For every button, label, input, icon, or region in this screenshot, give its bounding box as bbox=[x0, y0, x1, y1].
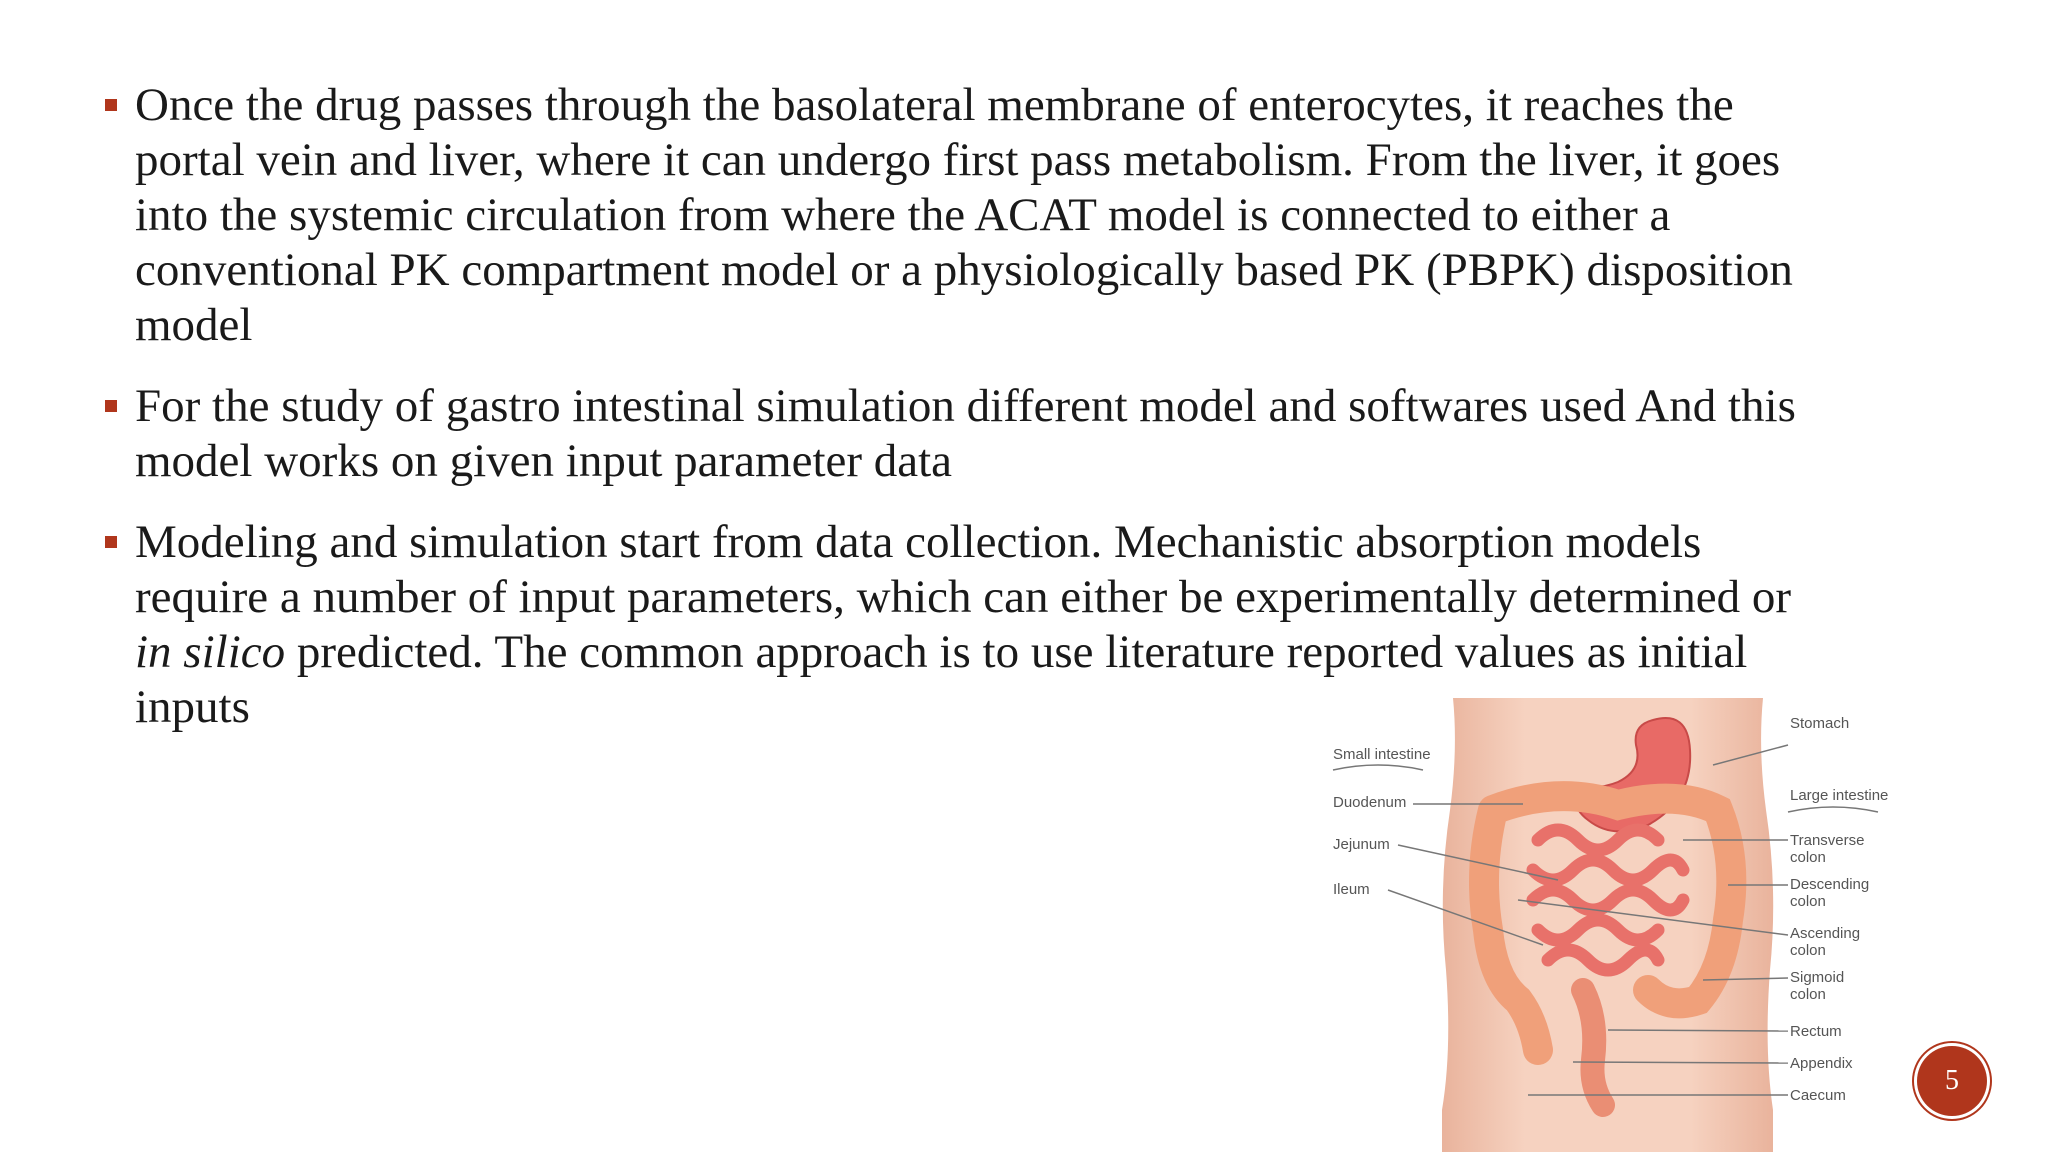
label-large-intestine: Large intestine bbox=[1790, 787, 1889, 804]
label-rectum: Rectum bbox=[1790, 1023, 1842, 1040]
bullet-text: For the study of gastro intestinal simulation different model and softwares used And this model works on given input parameter data bbox=[135, 380, 1796, 487]
rectum-shape bbox=[1583, 990, 1603, 1105]
label-stomach: Stomach bbox=[1790, 715, 1850, 732]
label-ileum: Ileum bbox=[1333, 881, 1370, 898]
bullet-list bbox=[105, 78, 1825, 761]
square-bullet-icon bbox=[105, 400, 117, 412]
label-caecum: Caecum bbox=[1790, 1087, 1846, 1104]
label-descending-colon: Descending colon bbox=[1790, 876, 1870, 910]
leader-line bbox=[1608, 1030, 1788, 1031]
leader-line bbox=[1573, 1062, 1788, 1063]
label-brace bbox=[1788, 807, 1878, 812]
italic-term: in silico bbox=[135, 626, 286, 678]
label-sigmoid-colon: Sigmoid colon bbox=[1790, 969, 1845, 1003]
page-number-badge: 5 bbox=[1917, 1046, 1987, 1116]
bullet-item bbox=[105, 78, 1825, 353]
bullet-item bbox=[105, 379, 1825, 489]
label-jejunum: Jejunum bbox=[1333, 836, 1390, 853]
bullet-text-part: Modeling and simulation start from data collection. Mechanistic absorption models require a number of input parameters, which can either be experimentally determined or bbox=[135, 516, 1792, 623]
bullet-text: Once the drug passes through the basolateral membrane of enterocytes, it reaches the portal vein and liver, where it can undergo first pass metabolism. From the liver, it goes into the systemic circulation from where the ACAT model is connected to either a conventional PK compartment model or a physiologically based PK (PBPK) disposition model bbox=[135, 79, 1793, 351]
square-bullet-icon bbox=[105, 99, 117, 111]
label-brace bbox=[1333, 765, 1423, 770]
bullet-text-part: predicted. The common approach is to use literature reported values as initial inputs bbox=[135, 626, 1748, 733]
digestive-system-figure bbox=[1318, 690, 1918, 1152]
label-small-intestine: Small intestine bbox=[1333, 746, 1431, 763]
label-transverse-colon: Transverse colon bbox=[1790, 832, 1865, 866]
label-ascending-colon: Ascending colon bbox=[1790, 925, 1861, 959]
label-appendix: Appendix bbox=[1790, 1055, 1853, 1072]
label-duodenum: Duodenum bbox=[1333, 794, 1407, 811]
square-bullet-icon bbox=[105, 536, 117, 548]
